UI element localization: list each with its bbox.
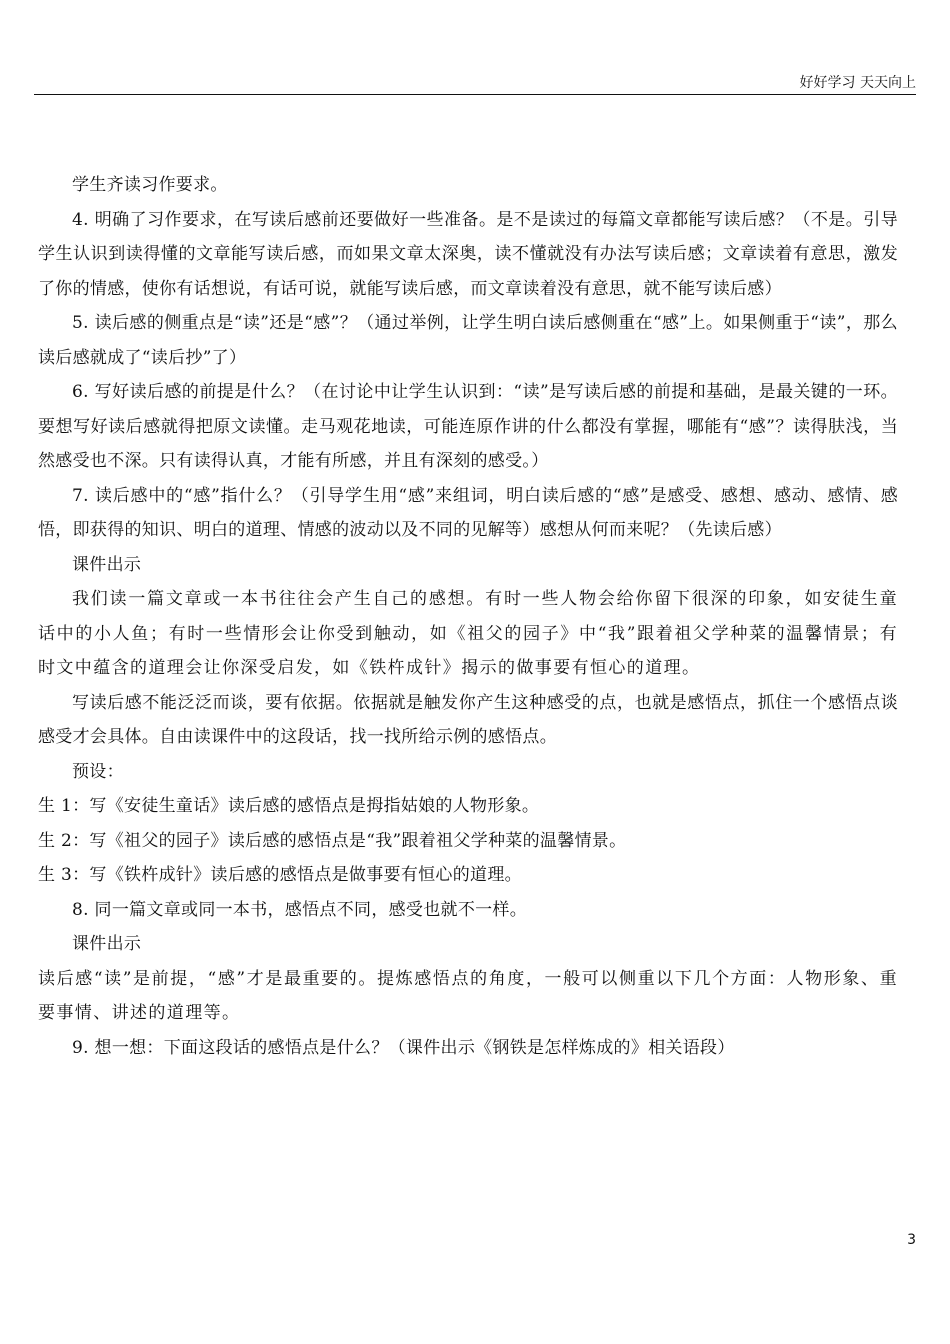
page-number: 3 <box>907 1232 916 1248</box>
courseware-quote-2: 读后感“读”是前提，“感”才是最重要的。提炼感悟点的角度，一般可以侧重以下几个方面：人物形象、重要事情、讲述的道理等。 <box>38 968 898 1023</box>
header-divider <box>34 94 916 95</box>
document-body <box>38 168 898 1065</box>
paragraph-step-7: 7. 读后感中的“感”指什么？（引导学生用“感”来组词，明白读后感的“感”是感受、感想、感动、感情、感悟，即获得的知识、明白的道理、情感的波动以及不同的见解等）感想从何而来呢？（先读后感） <box>38 485 898 540</box>
courseware-label-2: 课件出示 <box>72 934 142 954</box>
paragraph-step-9: 9. 想一想：下面这段话的感悟点是什么？（课件出示《钢铁是怎样炼成的》相关语段） <box>72 1037 735 1058</box>
header-motto: 好好学习 天天向上 <box>799 75 916 91</box>
paragraph-step-6: 6. 写好读后感的前提是什么？（在讨论中让学生认识到：“读”是写读后感的前提和基础，是最关键的一环。要想写好读后感就得把原文读懂。走马观花地读，可能连原作讲的什么都没有掌握，哪能有“感”？读得肤浅，当然感受也不深。只有读得认真，才能有所感，并且有深刻的感受。） <box>38 382 898 471</box>
student-answer-3: 生 3：写《铁杵成针》读后感的感悟点是做事要有恒心的道理。 <box>38 865 522 885</box>
preset-label: 预设： <box>72 761 124 782</box>
paragraph-intro: 学生齐读习作要求。 <box>72 175 228 195</box>
paragraph-step-8: 8. 同一篇文章或同一本书，感悟点不同，感受也就不一样。 <box>72 899 528 920</box>
student-answer-2: 生 2：写《祖父的园子》读后感的感悟点是“我”跟着祖父学种菜的温馨情景。 <box>38 830 627 851</box>
courseware-quote: 我们读一篇文章或一本书往往会产生自己的感想。有时一些人物会给你留下很深的印象，如安徒生童话中的小人鱼；有时一些情形会让你受到触动，如《祖父的园子》中“我”跟着祖父学种菜的温馨情景；有时文中蕴含的道理会让你深受启发，如《铁杵成针》揭示的做事要有恒心的道理。 <box>38 589 898 678</box>
student-answer-1: 生 1：写《安徒生童话》读后感的感悟点是拇指姑娘的人物形象。 <box>38 796 540 816</box>
courseware-label: 课件出示 <box>72 554 142 575</box>
paragraph-step-4: 4. 明确了习作要求，在写读后感前还要做好一些准备。是不是读过的每篇文章都能写读后感？（不是。引导学生认识到读得懂的文章能写读后感，而如果文章太深奥，读不懂就没有办法写读后感；文章读着有意思，激发了你的情感，使你有话想说，有话可说，就能写读后感，而文章读着没有意思，就不能写读后感） <box>38 209 898 299</box>
paragraph-step-5: 5. 读后感的侧重点是“读”还是“感”？（通过举例，让学生明白读后感侧重在“感”上。如果侧重于“读”，那么读后感就成了“读后抄”了） <box>38 313 898 368</box>
paragraph-basis: 写读后感不能泛泛而谈，要有依据。依据就是触发你产生这种感受的点，也就是感悟点，抓住一个感悟点谈感受才会具体。自由读课件中的这段话，找一找所给示例的感悟点。 <box>38 692 898 747</box>
